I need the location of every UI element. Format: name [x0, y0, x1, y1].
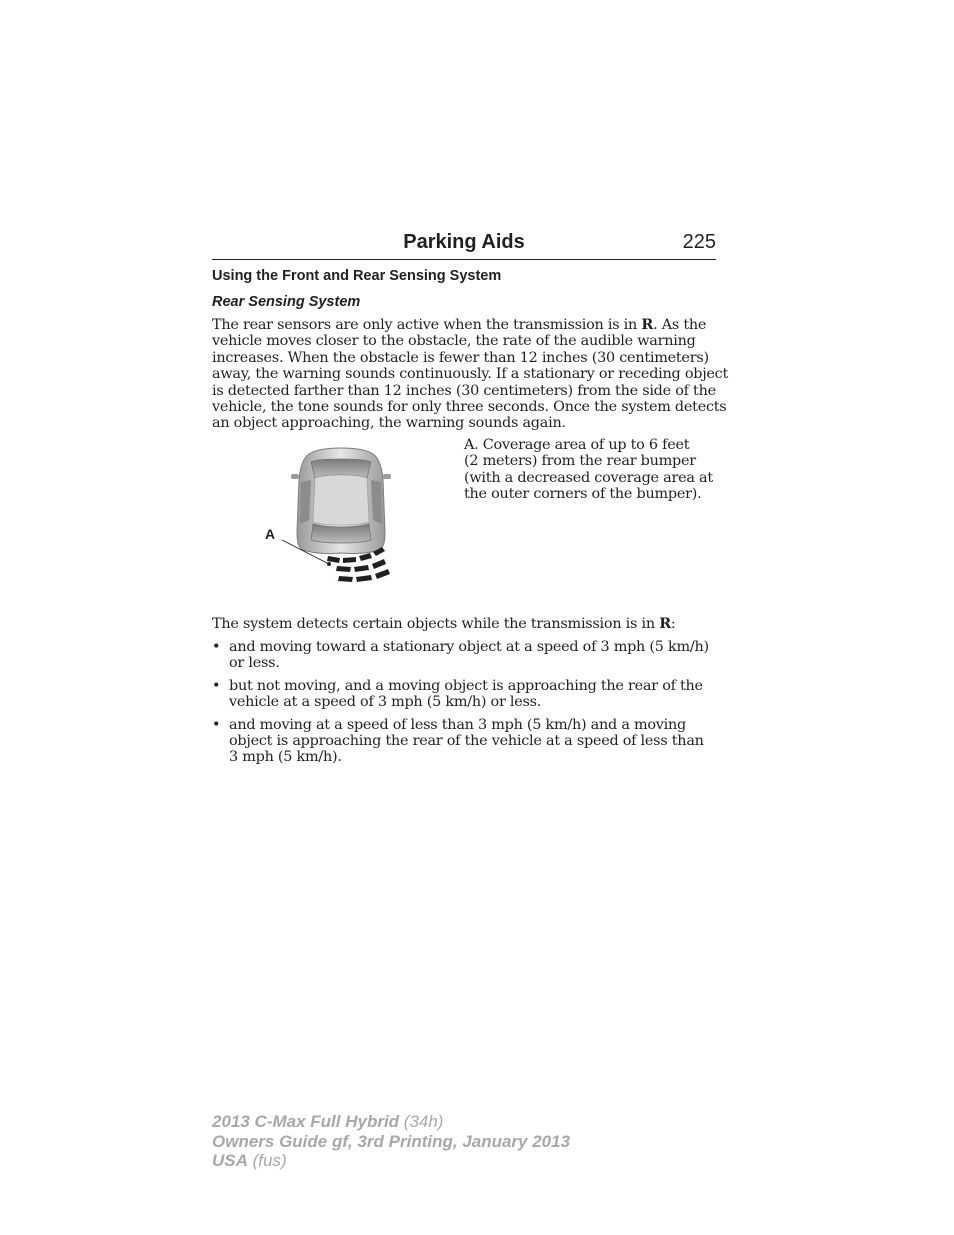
page-footer — [212, 1112, 570, 1171]
paragraph-rear-sensors — [212, 316, 729, 432]
page-title: Parking Aids — [403, 231, 525, 253]
paragraph-line — [212, 317, 718, 333]
text-run: : — [670, 616, 676, 632]
page-header — [212, 229, 716, 260]
page-number: 225 — [682, 231, 716, 253]
caption-line: (2 meters) from the rear bumper — [464, 453, 696, 470]
bullet-line: and moving toward a stationary object at a speed of 3 mph (5 km/h) — [229, 639, 709, 655]
footer-line-model — [212, 1112, 570, 1132]
bullet-line: or less. — [229, 655, 280, 672]
footer-region-code: (fus) — [247, 1151, 287, 1170]
gear-r-bold: R — [659, 615, 671, 632]
gear-r-bold: R — [641, 316, 654, 333]
callout-dot — [327, 562, 331, 566]
bullet-line: 3 mph (5 km/h). — [229, 749, 342, 766]
footer-line-region — [212, 1151, 570, 1171]
paragraph-line: is detected farther than 12 inches (30 centimeters) from the side of the — [212, 382, 716, 399]
list-item — [212, 678, 718, 711]
paragraph-line: increases. When the obstacle is fewer than 12 inches (30 centimeters) — [212, 349, 709, 366]
paragraph-line: vehicle moves closer to the obstacle, the rate of the audible warning — [212, 333, 696, 350]
bullet-line: and moving at a speed of less than 3 mph (5 km/h) and a moving — [229, 716, 686, 733]
paragraph-detection-conditions — [212, 616, 718, 632]
paragraph-line: vehicle, the tone sounds for only three seconds. Once the system detects — [212, 399, 727, 416]
footer-model-code: (34h) — [399, 1112, 444, 1131]
footer-line-guide: Owners Guide gf, 3rd Printing, January 2013 — [212, 1131, 571, 1151]
subsection-heading: Rear Sensing System — [212, 294, 361, 310]
bullet-line: vehicle at a speed of 3 mph (5 km/h) or less. — [229, 694, 542, 711]
figure-caption — [464, 437, 724, 503]
paragraph-line: an object approaching, the warning sounds again. — [212, 415, 566, 432]
bullet-line: object is approaching the rear of the vehicle at a speed of less than — [229, 733, 704, 750]
footer-model-name: 2013 C-Max Full Hybrid — [212, 1112, 400, 1131]
bullet-line: but not moving, and a moving object is approaching the rear of the — [229, 677, 703, 694]
text-run: . As the — [653, 317, 707, 333]
text-run: The system detects certain objects while the transmission is in — [212, 616, 660, 632]
bullet-icon: • — [212, 677, 221, 694]
car-sensor-illustration — [255, 440, 415, 590]
bullet-list — [212, 639, 718, 772]
caption-line: (with a decreased coverage area at — [464, 469, 713, 486]
caption-line: A. Coverage area of up to 6 feet — [464, 437, 690, 453]
caption-line: the outer corners of the bumper). — [464, 486, 702, 503]
paragraph-line: away, the warning sounds continuously. If a stationary or receding object — [212, 366, 729, 383]
text-run: The rear sensors are only active when the transmission is in — [212, 317, 642, 333]
list-item — [212, 717, 718, 766]
rear-sensing-diagram — [255, 440, 415, 590]
bullet-icon: • — [212, 716, 221, 733]
section-heading: Using the Front and Rear Sensing System — [212, 268, 502, 284]
paragraph-line — [212, 616, 718, 632]
bullet-icon: • — [212, 639, 221, 655]
list-item — [212, 639, 718, 672]
car-top-view — [291, 448, 391, 554]
footer-region: USA — [212, 1151, 248, 1170]
callout-label-a: A — [265, 526, 276, 542]
